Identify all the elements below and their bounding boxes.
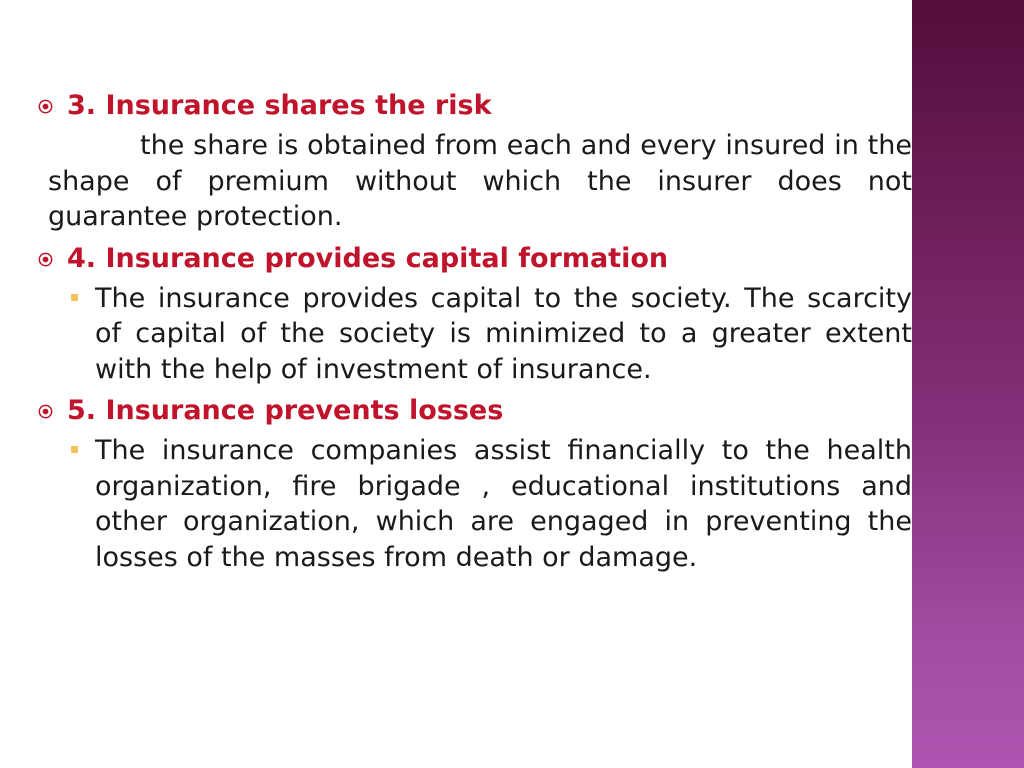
risk-paragraph: [48, 128, 912, 235]
heading-text: 3. Insurance shares the risk: [67, 90, 492, 121]
square-bullet-icon: [71, 446, 78, 453]
losses-subpoint: [38, 433, 912, 575]
circled-dot-bullet-icon: [38, 252, 53, 267]
heading-text: 5. Insurance prevents losses: [67, 395, 504, 426]
section-heading-3: [38, 88, 912, 124]
slide-content: [38, 88, 912, 575]
capital-subpoint: [38, 281, 912, 388]
subpoint-text: The insurance provides capital to the society. The scarcity of capital of the society is minimized to a greater extent with the help of investment of insurance.: [95, 282, 912, 385]
section-heading-5: [38, 393, 912, 429]
square-bullet-icon: [71, 294, 78, 301]
paragraph-text: the share is obtained from each and every insured in the shape of premium without which the insurer does not guarantee protection.: [48, 130, 912, 232]
subpoint-text: The insurance companies assist financially to the health organization, fire brigade , educational institutions and other organization, which are engaged in preventing the losses of the masses from death or damage.: [95, 435, 912, 573]
section-heading-4: [38, 241, 912, 277]
circled-dot-bullet-icon: [38, 99, 53, 114]
heading-text: 4. Insurance provides capital formation: [67, 242, 669, 274]
decorative-side-band: [912, 0, 1024, 768]
circled-dot-bullet-icon: [38, 404, 53, 419]
